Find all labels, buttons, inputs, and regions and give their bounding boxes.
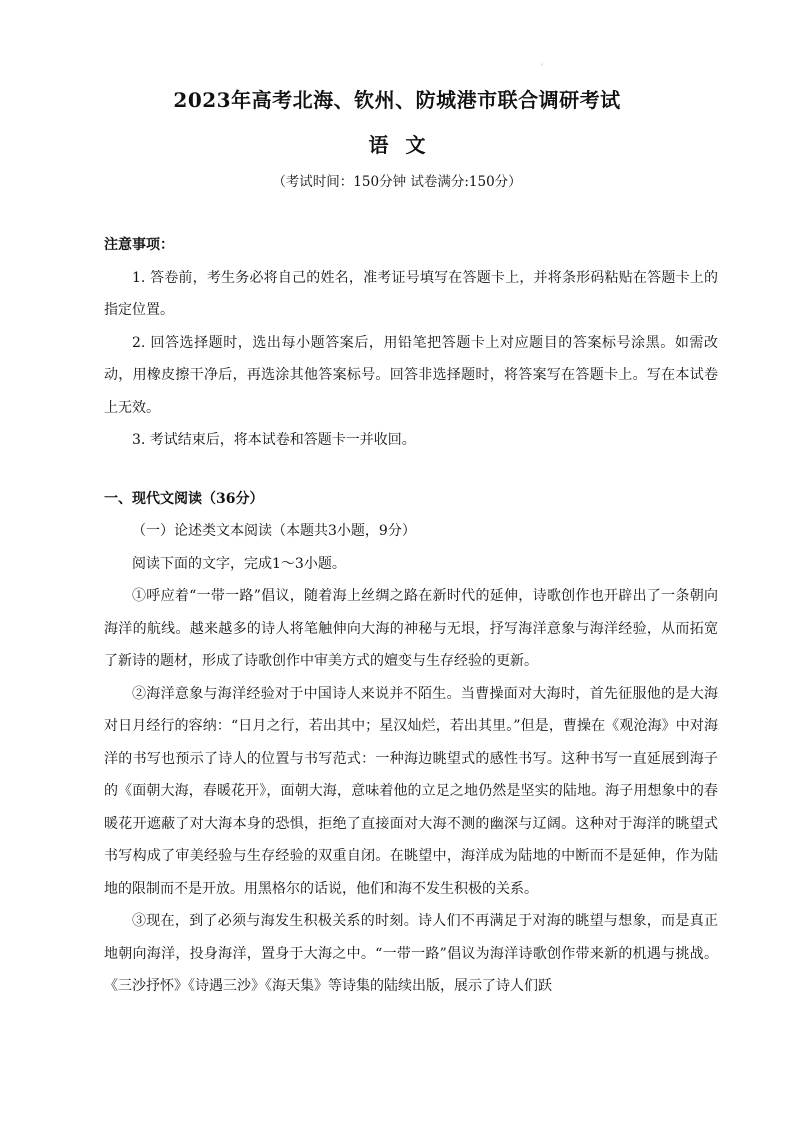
passage-paragraph-3: ③现在，到了必须与海发生积极关系的时刻。诗人们不再满足于对海的眺望与想象，而是真正地朝向海洋，投身海洋，置身于大海之中。“一带一路”倡议为海洋诗歌创作带来新的机遇与挑战。《三沙抒怀》《诗遇三沙》《海天集》等诗集的陆续出版，展示了诗人们跃 (104, 913, 718, 994)
reading-instruction: 阅读下面的文字，完成1～3小题。 (132, 555, 346, 572)
section-spacer (104, 457, 718, 483)
notice-heading: 注意事项： (104, 237, 174, 253)
passage-paragraph-2: ②海洋意象与海洋经验对于中国诗人来说并不陌生。当曹操面对大海时，首先征服他的是大海对日月经行的容纳：“日月之行，若出其中；星汉灿烂，若出其里。”但是，曹操在《观沧海》中对海洋的书写也预示了诗人的位置与书写范式：一种海边眺望式的感性书写。这种书写一直延展到海子的《面朝大海，春暖花开》，面朝大海，意味着他的立足之地仍然是坚实的陆地。海子用想象中的春暖花开遮蔽了对大海本身的恐惧，拒绝了直接面对大海不测的幽深与辽阔。这种对于海洋的眺望式书写构成了审美经验与生存经验的双重自闭。在眺望中，海洋成为陆地的中断而不是延伸，作为陆地的限制而不是开放。用黑格尔的话说，他们和海不发生积极的关系。 (104, 685, 718, 897)
notice-item-2: 2. 回答选择题时，选出每小题答案后，用铅笔把答题卡上对应题目的答案标号涂黑。如需改动，用橡皮擦干净后，再选涂其他答案标号。回答非选择题时，将答案写在答题卡上。写在本试卷上无效。 (104, 334, 718, 416)
exam-title: 2023年高考北海、钦州、防城港市联合调研考试 (173, 88, 621, 112)
passage-paragraph-1: ①呼应着“一带一路”倡议，随着海上丝绸之路在新时代的延伸，诗歌创作也开辟出了一条朝向海洋的航线。越来越多的诗人将笔触伸向大海的神秘与无垠，抒写海洋意象与海洋经验，从而拓宽了新诗的题材，形成了诗歌创作中审美方式的嬗变与生存经验的更新。 (104, 588, 718, 669)
notice-item-3: 3. 考试结束后，将本试卷和答题卡一并收回。 (132, 432, 416, 448)
section-heading: 一、现代文阅读（36分） (104, 490, 264, 507)
section-subheading: （一）论述类文本阅读（本题共3小题，9分） (132, 523, 416, 539)
notice-item-1: 1. 答卷前，考生务必将自己的姓名，准考证号填写在答题卡上，并将条形码粘贴在答题卡上的指定位置。 (104, 269, 718, 318)
document-body (104, 229, 718, 1003)
subject-title: 语 文 (368, 133, 426, 157)
exam-info: （考试时间：150分钟 试卷满分:150分） (272, 174, 522, 190)
scan-mark: ' (541, 63, 543, 71)
